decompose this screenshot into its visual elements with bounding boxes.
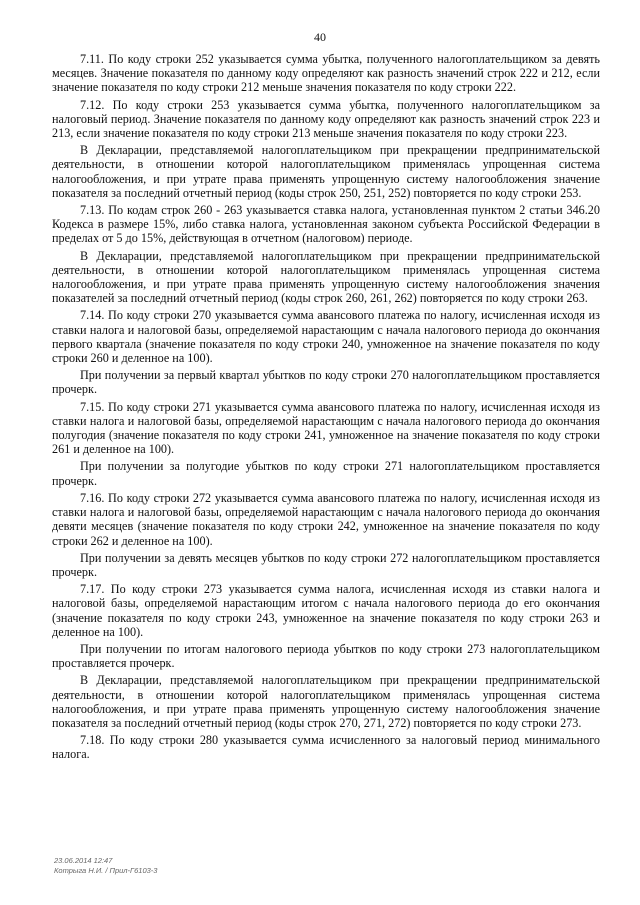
paragraph-loss-273: При получении по итогам налогового периода убытков по коду строки 273 налогоплательщиком проставляется прочерк. [52, 641, 600, 671]
paragraph-7-16: 7.16. По коду строки 272 указывается сумма авансового платежа по налогу, исчисленная исходя из ставки налога и налоговой базы, определяемой нарастающим с начала налогового периода до окончания девяти месяцев (значение показателя по коду строки 242, умноженное на значение показателя по коду строки 262 и деленное на 100). [52, 490, 600, 548]
paragraph-7-14: 7.14. По коду строки 270 указывается сумма авансового платежа по налогу, исчисленная исходя из ставки налога и налоговой базы, определяемой нарастающим с начала налогового периода до окончания первого квартала (значение показателя по коду строки 240, умноженное на значение показателя по коду строки 260 и деленное на 100). [52, 308, 600, 366]
paragraph-7-13: 7.13. По кодам строк 260 - 263 указывается ставка налога, установленная пунктом 2 статьи 346.20 Кодекса в размере 15%, либо ставка налога, установленная законом субъекта Российской Федерации в пределах от 5 до 15%, действующая в отчетном (налоговом) периоде. [52, 203, 600, 246]
paragraph-declaration-273: В Декларации, представляемой налогоплательщиком при прекращении предпринимательской деятельности, в отношении которой налогоплательщиком применялась упрощенная система налогообложения, и при утрате права применять упрощенную систему налогообложения значение показателя за последний отчетный период (коды строк 270, 271, 272) повторяется по коду строки 273. [52, 673, 600, 730]
paragraph-7-11: 7.11. По коду строки 252 указывается сумма убытка, полученного налогоплательщиком за девять месяцев. Значение показателя по данному коду определяют как разность значений строк 222 и 212, если значение показателя по коду строки 212 меньше значения показателя по коду строки 222. [52, 52, 600, 95]
document-footer [54, 856, 157, 876]
footer-author-ref: Котрыга Н.И. / Прил-Г6103-3 [54, 866, 158, 875]
document-body [52, 52, 600, 765]
paragraph-declaration-263: В Декларации, представляемой налогоплательщиком при прекращении предпринимательской деятельности, в отношении которой налогоплательщиком применялась упрощенная система налогообложения, и при утрате права применять упрощенную систему налогообложения значения показателей за последний отчетный период (коды строк 260, 261, 262) повторяется по коду строки 263. [52, 248, 600, 306]
paragraph-7-15: 7.15. По коду строки 271 указывается сумма авансового платежа по налогу, исчисленная исходя из ставки налога и налоговой базы, определяемой нарастающим с начала налогового периода до окончания полугодия (значение показателя по коду строки 241, умноженное на значение показателя по коду строки 261 и деленное на 100). [52, 399, 600, 457]
paragraph-7-12: 7.12. По коду строки 253 указывается сумма убытка, полученного налогоплательщиком за налоговый период. Значение показателя по данному коду определяют как разность значений строк 223 и 213, если значение показателя по коду строки 213 меньше значения показателя по коду строки 223. [52, 97, 600, 141]
paragraph-7-18: 7.18. По коду строки 280 указывается сумма исчисленного за налоговый период минимального налога. [52, 733, 600, 762]
footer-timestamp: 23.06.2014 12:47 [54, 856, 113, 865]
paragraph-loss-272: При получении за девять месяцев убытков по коду строки 272 налогоплательщиком проставляется прочерк. [52, 550, 600, 579]
paragraph-declaration-253: В Декларации, представляемой налогоплательщиком при прекращении предпринимательской деятельности, в отношении которой налогоплательщиком применялась упрощенная система налогообложения, и при утрате права применять упрощенную систему налогообложения значение показателя за последний отчетный период (коды строк 250, 251, 252) повторяется по коду строки 253. [52, 143, 600, 200]
paragraph-loss-271: При получении за полугодие убытков по коду строки 271 налогоплательщиком проставляется прочерк. [52, 459, 600, 488]
paragraph-7-17: 7.17. По коду строки 273 указывается сумма налога, исчисленная исходя из ставки налога и налоговой базы, определяемой нарастающим итогом с начала налогового периода до его окончания (значение показателя по коду строки 243, умноженное на значение показателя по коду строки 263 и деленное на 100). [52, 582, 600, 639]
page-number: 40 [314, 30, 326, 44]
paragraph-loss-270: При получении за первый квартал убытков по коду строки 270 налогоплательщиком проставляется прочерк. [52, 368, 600, 397]
